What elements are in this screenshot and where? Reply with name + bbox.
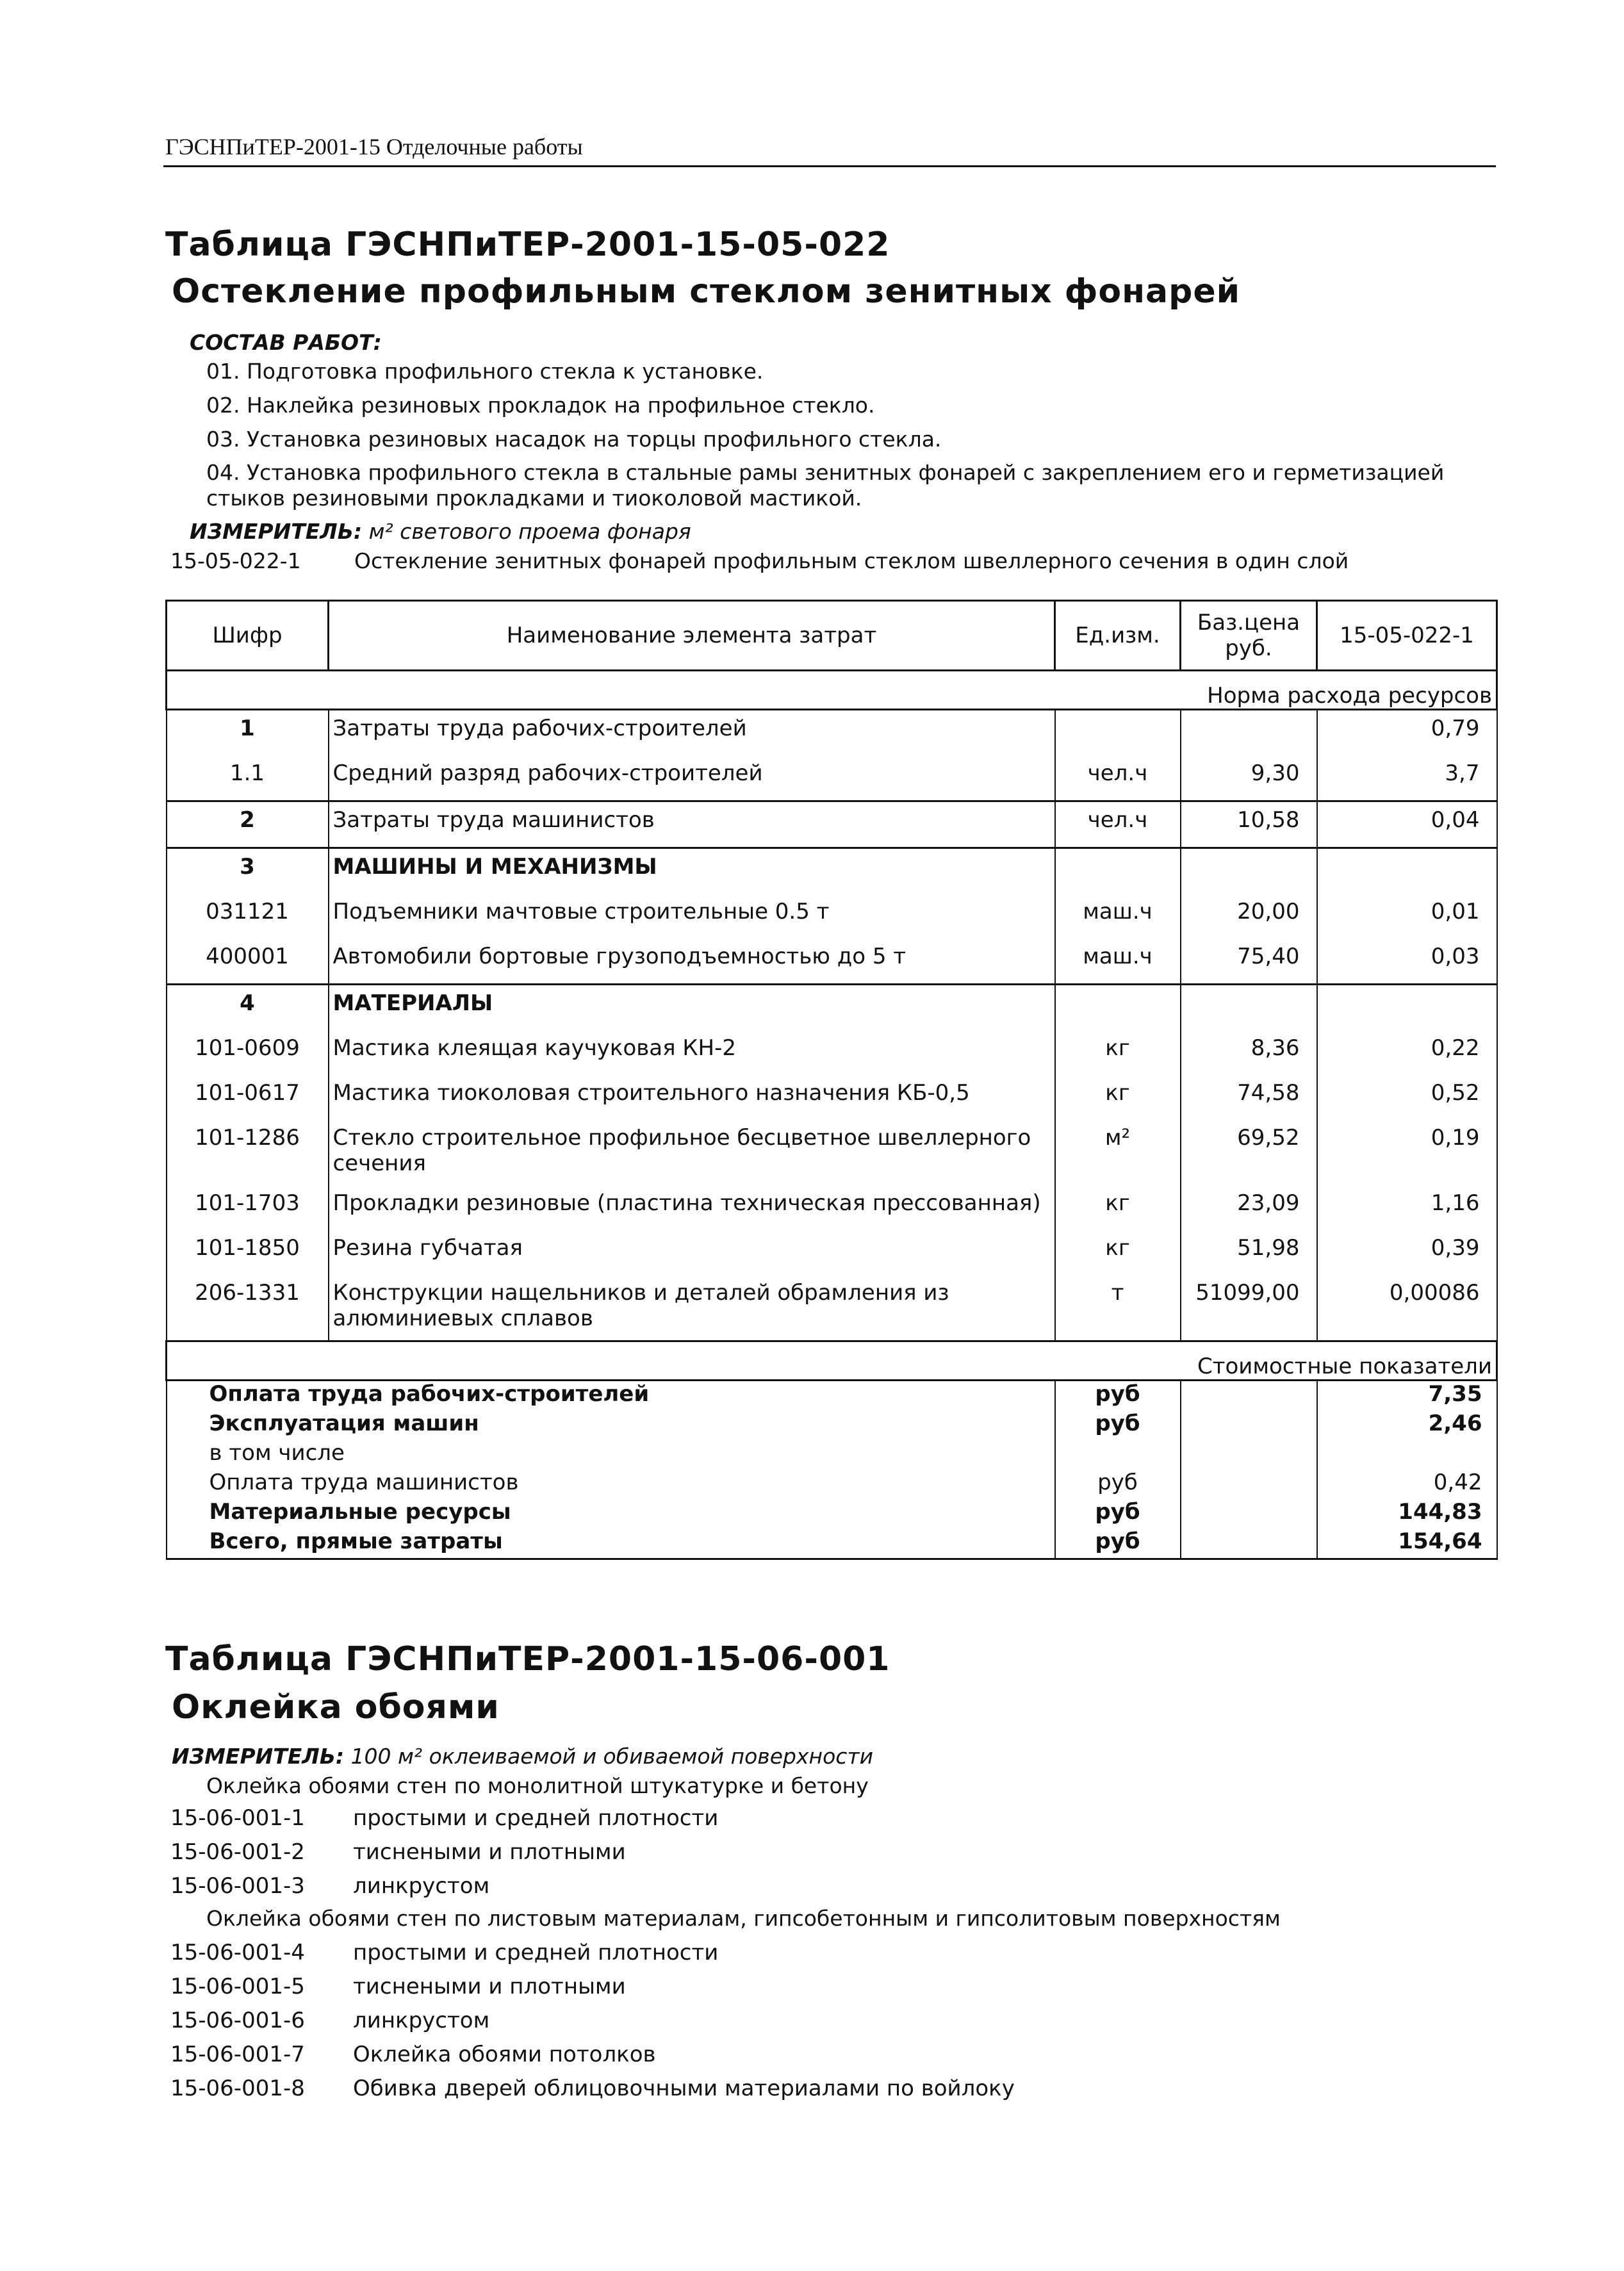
cost-value: 2,46	[1317, 1411, 1497, 1440]
row-price: 10,58	[1181, 801, 1317, 848]
item-text: линкрустом	[353, 1873, 490, 1899]
row-price: 20,00	[1181, 894, 1317, 939]
row-name: Средний разряд рабочих-строителей	[329, 755, 1055, 801]
cost-value	[1317, 1440, 1497, 1470]
row-norm: 0,79	[1317, 710, 1497, 756]
table1-title: Таблица ГЭСНПиТЕР-2001-15-05-022	[165, 225, 890, 264]
row-price: 75,40	[1181, 939, 1317, 985]
row-norm: 0,52	[1317, 1075, 1497, 1120]
norm-caption: Норма расхода ресурсов	[167, 671, 1497, 710]
cost-value: 154,64	[1317, 1529, 1497, 1559]
work-item: 03. Установка резиновых насадок на торцы профильного стекла.	[206, 427, 942, 452]
resource-table	[165, 600, 1498, 1560]
table-row	[167, 1185, 1497, 1230]
group-heading: Оклейка обоями стен по листовым материалам, гипсобетонным и гипсолитовым поверхностям	[206, 1906, 1281, 1931]
row-norm: 0,39	[1317, 1230, 1497, 1275]
row-norm: 3,7	[1317, 755, 1497, 801]
col-unit-header: Ед.изм.	[1055, 601, 1181, 671]
item-code: 15-06-001-2	[170, 1839, 305, 1865]
cost-unit: руб	[1055, 1529, 1181, 1559]
row-norm: 1,16	[1317, 1185, 1497, 1230]
row-code: 031121	[167, 894, 329, 939]
row-unit: м²	[1055, 1120, 1181, 1185]
group-heading: Оклейка обоями стен по монолитной штукатурке и бетону	[206, 1773, 869, 1798]
row-unit	[1055, 710, 1181, 756]
col-code-header: Шифр	[167, 601, 329, 671]
row-unit	[1055, 985, 1181, 1031]
row-name: Затраты труда рабочих-строителей	[329, 710, 1055, 756]
row-code: 400001	[167, 939, 329, 985]
row-code: 4	[167, 985, 329, 1031]
item-code: 15-05-022-1	[170, 548, 301, 573]
cost-empty	[1181, 1529, 1317, 1559]
row-name: Прокладки резиновые (пластина техническая прессованная)	[329, 1185, 1055, 1230]
cost-unit: руб	[1055, 1411, 1181, 1440]
row-name: Стекло строительное профильное бесцветное швеллерного сечения	[329, 1120, 1055, 1185]
row-code: 101-1286	[167, 1120, 329, 1185]
table-row	[167, 755, 1497, 801]
row-norm	[1317, 848, 1497, 894]
row-price: 74,58	[1181, 1075, 1317, 1120]
row-unit: кг	[1055, 1230, 1181, 1275]
work-item: стыков резиновыми прокладками и тиоколовой мастикой.	[206, 486, 862, 511]
meter-label: ИЗМЕРИТЕЛЬ:	[172, 1744, 345, 1769]
cost-value: 7,35	[1317, 1381, 1497, 1411]
row-code: 1	[167, 710, 329, 756]
row-code: 1.1	[167, 755, 329, 801]
row-norm: 0,01	[1317, 894, 1497, 939]
cost-row	[167, 1381, 1497, 1411]
table-row	[167, 801, 1497, 848]
table-row	[167, 1120, 1497, 1185]
item-code: 15-06-001-1	[170, 1805, 305, 1831]
col-norm-header: 15-05-022-1	[1317, 601, 1497, 671]
cost-label: Эксплуатация машин	[167, 1411, 1055, 1440]
cost-empty	[1181, 1470, 1317, 1499]
row-name: Автомобили бортовые грузоподъемностью до 5 т	[329, 939, 1055, 985]
cost-empty	[1181, 1411, 1317, 1440]
row-unit	[1055, 848, 1181, 894]
cost-unit	[1055, 1440, 1181, 1470]
row-unit: маш.ч	[1055, 939, 1181, 985]
cost-caption: Стоимостные показатели	[167, 1341, 1497, 1381]
row-price: 8,36	[1181, 1030, 1317, 1075]
table-row	[167, 1030, 1497, 1075]
item-code: 15-06-001-6	[170, 2008, 305, 2033]
row-norm	[1317, 985, 1497, 1031]
table2-title: Таблица ГЭСНПиТЕР-2001-15-06-001	[165, 1640, 890, 1678]
item-description: Остекление зенитных фонарей профильным стеклом швеллерного сечения в один слой	[354, 548, 1349, 573]
row-code: 101-1850	[167, 1230, 329, 1275]
col-name-header: Наименование элемента затрат	[329, 601, 1055, 671]
row-price	[1181, 848, 1317, 894]
work-item: 02. Наклейка резиновых прокладок на профильное стекло.	[206, 393, 875, 418]
meter-value: м² светового проема фонаря	[368, 519, 691, 544]
cost-unit: руб	[1055, 1470, 1181, 1499]
cost-row	[167, 1440, 1497, 1470]
norm-caption-row	[167, 671, 1497, 710]
row-code: 3	[167, 848, 329, 894]
row-price: 69,52	[1181, 1120, 1317, 1185]
row-norm: 0,04	[1317, 801, 1497, 848]
item-code: 15-06-001-5	[170, 1974, 305, 1999]
cost-row	[167, 1470, 1497, 1499]
cost-value: 144,83	[1317, 1499, 1497, 1529]
row-norm: 0,22	[1317, 1030, 1497, 1075]
item-text: тиснеными и плотными	[353, 1839, 626, 1865]
row-name: Подъемники мачтовые строительные 0.5 т	[329, 894, 1055, 939]
work-item: 01. Подготовка профильного стекла к установке.	[206, 359, 764, 384]
meter-line	[190, 519, 691, 544]
cost-unit: руб	[1055, 1499, 1181, 1529]
cost-label: в том числе	[167, 1440, 1055, 1470]
row-price: 51,98	[1181, 1230, 1317, 1275]
row-name: МАШИНЫ И МЕХАНИЗМЫ	[329, 848, 1055, 894]
item-text: линкрустом	[353, 2008, 490, 2033]
row-norm: 0,19	[1317, 1120, 1497, 1185]
row-norm: 0,00086	[1317, 1275, 1497, 1341]
item-code: 15-06-001-4	[170, 1940, 305, 1965]
item-text: тиснеными и плотными	[353, 1974, 626, 1999]
cost-empty	[1181, 1499, 1317, 1529]
table-row	[167, 1230, 1497, 1275]
cost-label: Оплата труда рабочих-строителей	[167, 1381, 1055, 1411]
running-header: ГЭСНПиТЕР-2001-15 Отделочные работы	[165, 134, 583, 160]
work-item: 04. Установка профильного стекла в стальные рамы зенитных фонарей с закреплением его и герметизацией	[206, 460, 1445, 485]
row-code: 101-0617	[167, 1075, 329, 1120]
row-price: 9,30	[1181, 755, 1317, 801]
row-unit: кг	[1055, 1075, 1181, 1120]
meter-label: ИЗМЕРИТЕЛЬ:	[190, 519, 363, 544]
row-unit: чел.ч	[1055, 755, 1181, 801]
row-code: 206-1331	[167, 1275, 329, 1341]
row-name: МАТЕРИАЛЫ	[329, 985, 1055, 1031]
table-row	[167, 710, 1497, 756]
row-unit: кг	[1055, 1185, 1181, 1230]
cost-unit: руб	[1055, 1381, 1181, 1411]
table-row	[167, 894, 1497, 939]
table-row	[167, 985, 1497, 1031]
cost-row	[167, 1411, 1497, 1440]
item-code: 15-06-001-8	[170, 2076, 305, 2101]
meter-value: 100 м² оклеиваемой и обиваемой поверхности	[350, 1744, 874, 1769]
row-price	[1181, 710, 1317, 756]
table-row	[167, 1275, 1497, 1341]
works-heading: СОСТАВ РАБОТ:	[190, 330, 382, 355]
row-name: Резина губчатая	[329, 1230, 1055, 1275]
row-norm: 0,03	[1317, 939, 1497, 985]
row-price: 23,09	[1181, 1185, 1317, 1230]
col-price-header: Баз.цена руб.	[1181, 601, 1317, 671]
cost-empty	[1181, 1381, 1317, 1411]
row-name: Затраты труда машинистов	[329, 801, 1055, 848]
item-code: 15-06-001-7	[170, 2042, 305, 2067]
header-rule	[163, 165, 1496, 167]
cost-row	[167, 1499, 1497, 1529]
cost-label: Всего, прямые затраты	[167, 1529, 1055, 1559]
table2-subtitle: Оклейка обоями	[172, 1688, 500, 1726]
cost-row	[167, 1529, 1497, 1559]
row-name: Мастика клеящая каучуковая КН-2	[329, 1030, 1055, 1075]
cost-caption-row	[167, 1341, 1497, 1381]
row-name: Мастика тиоколовая строительного назначения КБ-0,5	[329, 1075, 1055, 1120]
row-unit: кг	[1055, 1030, 1181, 1075]
table-row	[167, 1075, 1497, 1120]
item-code: 15-06-001-3	[170, 1873, 305, 1899]
table-row	[167, 939, 1497, 985]
row-unit: маш.ч	[1055, 894, 1181, 939]
table1-subtitle: Остекление профильным стеклом зенитных фонарей	[172, 272, 1241, 311]
cost-label: Оплата труда машинистов	[167, 1470, 1055, 1499]
cost-value: 0,42	[1317, 1470, 1497, 1499]
table-header-row	[167, 601, 1497, 671]
item-text: простыми и средней плотности	[353, 1940, 719, 1965]
table-row	[167, 848, 1497, 894]
table2-meter-line	[172, 1744, 873, 1769]
item-text: Оклейка обоями потолков	[353, 2042, 656, 2067]
item-text: простыми и средней плотности	[353, 1805, 719, 1831]
row-code: 101-1703	[167, 1185, 329, 1230]
row-unit: чел.ч	[1055, 801, 1181, 848]
item-text: Обивка дверей облицовочными материалами по войлоку	[353, 2076, 1015, 2101]
cost-label: Материальные ресурсы	[167, 1499, 1055, 1529]
row-unit: т	[1055, 1275, 1181, 1341]
row-name: Конструкции нащельников и деталей обрамления из алюминиевых сплавов	[329, 1275, 1055, 1341]
cost-empty	[1181, 1440, 1317, 1470]
row-price	[1181, 985, 1317, 1031]
row-price: 51099,00	[1181, 1275, 1317, 1341]
row-code: 2	[167, 801, 329, 848]
row-code: 101-0609	[167, 1030, 329, 1075]
